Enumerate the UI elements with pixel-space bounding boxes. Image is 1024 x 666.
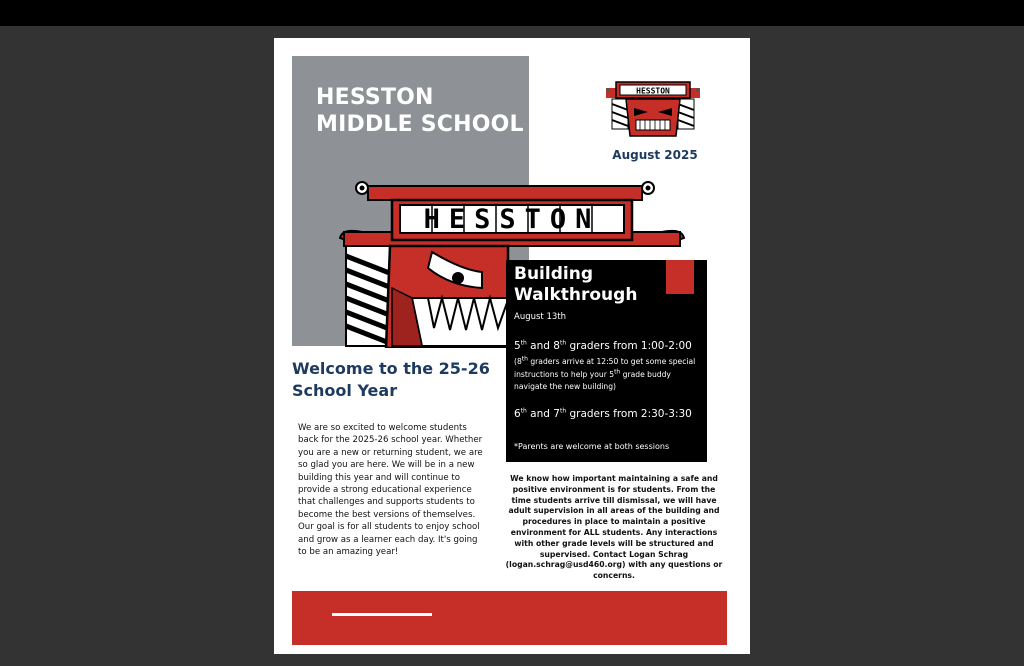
newsletter-page <box>274 38 750 654</box>
walkthrough-title: Building Walkthrough <box>514 264 638 305</box>
school-name-line1: HESSTON <box>316 85 434 110</box>
parents-note: *Parents are welcome at both sessions <box>514 442 670 451</box>
walkthrough-date: August 13th <box>514 312 566 322</box>
walkthrough-box <box>506 260 707 462</box>
footer-rule <box>332 613 432 616</box>
school-name-line2: MIDDLE SCHOOL <box>316 112 524 137</box>
session-2: 6th and 7th graders from 2:30-3:30 <box>514 407 692 420</box>
welcome-heading: Welcome to the 25-26 School Year <box>292 359 490 400</box>
accent-square <box>666 260 694 294</box>
top-bar <box>0 0 1024 26</box>
school-name <box>316 84 524 138</box>
session-1-note: (8th graders arrive at 12:50 to get some special instructions to help your 5th grade buddy navigate the new building) <box>514 355 696 391</box>
mascot-logo-small <box>598 72 708 144</box>
issue-date: August 2025 <box>612 148 698 162</box>
footer-banner <box>292 591 727 645</box>
mascot-logo-large-text: HESSTON <box>423 204 601 235</box>
session-1: 5th and 8th graders from 1:00-2:00 <box>514 339 692 352</box>
safety-notice: We know how important maintaining a safe and positive environment is for students. From the time students arrive till dismissal, we will have adult supervision in all areas of the building and procedures in place to maintain a positive environment for ALL students. Any interactions with other grade levels will be structured and supervised. Contact Logan Schrag (logan.schrag@usd460.org) with any questions or concerns. <box>505 474 723 581</box>
mascot-logo-small-text: HESSTON <box>636 86 670 96</box>
welcome-body: We are so excited to welcome students back for the 2025-26 school year. Whether you are a new or returning student, we are so glad you are here. We will be in a new building this year and will continue to provide a strong educational experience that challenges and supports students to become the best versions of themselves. Our goal is for all students to enjoy school and grow as a learner each day. It's going to be an amazing year! <box>298 423 483 558</box>
